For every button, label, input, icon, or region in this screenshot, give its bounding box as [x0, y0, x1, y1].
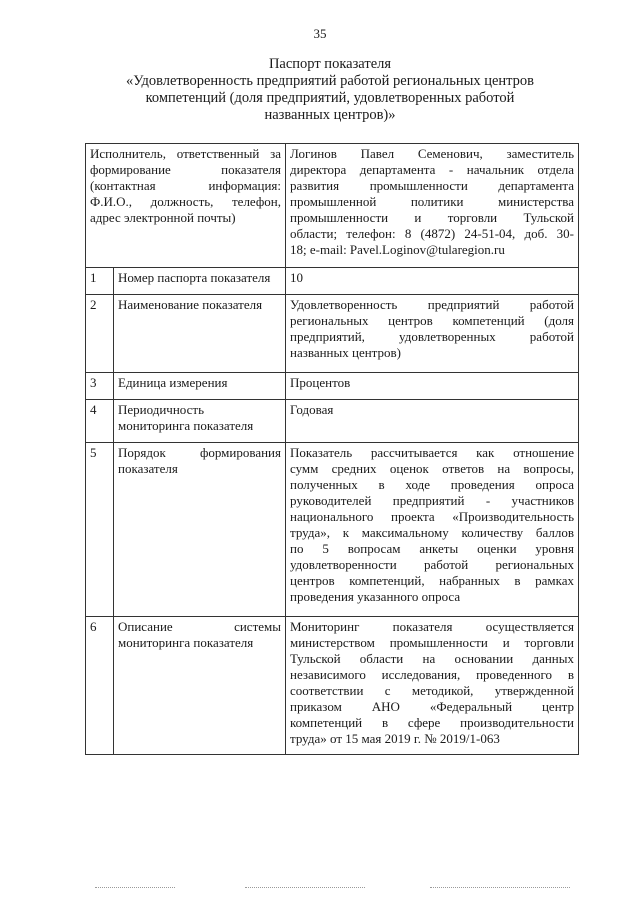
row-value-line: независимого исследования, проведенного в — [290, 667, 574, 682]
title-line: «Удовлетворенность предприятий работой региональных центров — [125, 73, 535, 89]
passport-table — [85, 143, 579, 755]
row-number: 4 — [86, 400, 114, 443]
row-value-line: Показатель рассчитывается как отношение — [290, 445, 574, 460]
row-value-line: полученных в ходе проведения опроса — [290, 477, 574, 492]
row-value-line: соответствии с методикой, утвержденной — [290, 683, 574, 698]
row-label-line: Номер паспорта показателя — [118, 270, 271, 285]
title-line: Паспорт показателя — [268, 56, 392, 72]
scan-artifact — [245, 887, 365, 888]
row-label — [114, 443, 286, 617]
executor-label-cell — [86, 144, 286, 268]
table-row — [86, 400, 579, 443]
row-label — [114, 373, 286, 400]
row-value-line: труда», к максимальному количеству баллов — [290, 525, 574, 540]
executor-value-line: директора департамента - начальник отдела — [290, 162, 574, 177]
executor-value-line: промышленной политики министерства — [290, 194, 574, 209]
document-title — [95, 56, 565, 124]
row-label-line: Единица измерения — [118, 375, 228, 390]
row-value-line: министерством промышленности и торговли — [290, 635, 574, 650]
table-row — [86, 373, 579, 400]
row-value-line: компетенций в сфере производительности — [290, 715, 574, 730]
row-label — [114, 617, 286, 755]
row-label-line: показателя — [118, 461, 178, 476]
row-number: 1 — [86, 268, 114, 295]
table-row — [86, 617, 579, 755]
row-value — [286, 373, 579, 400]
row-value-line: центров компетенций, набранных в рамках — [290, 573, 574, 588]
table-row-executor — [86, 144, 579, 268]
executor-value-line: 18; e-mail: Pavel.Loginov@tularegion.ru — [290, 242, 505, 257]
row-label-line: мониторинга показателя — [118, 418, 254, 433]
row-value-line: региональных центров компетенций (доля — [290, 313, 574, 328]
row-label-line: Наименование показателя — [118, 297, 263, 312]
row-value-line: удовлетворенности работой региональных — [290, 557, 574, 572]
row-value — [286, 268, 579, 295]
executor-label-line: Ф.И.О., должность, телефон, — [90, 194, 281, 209]
executor-value-line: области; телефон: 8 (4872) 24-51-04, доб. 30- — [290, 226, 574, 241]
row-value-line: руководителей предприятий - участников — [290, 493, 574, 508]
executor-value-line: Логинов Павел Семенович, заместитель — [290, 146, 574, 161]
page-number: 35 — [313, 26, 327, 41]
row-value — [286, 443, 579, 617]
row-number: 6 — [86, 617, 114, 755]
row-number: 5 — [86, 443, 114, 617]
executor-label-line: Исполнитель, ответственный за — [90, 146, 281, 161]
title-line: названных центров)» — [264, 107, 396, 123]
row-label-line: Порядок формирования — [118, 445, 281, 460]
row-value-line: 10 — [290, 270, 303, 285]
row-value-line: Мониторинг показателя осуществляется — [290, 619, 574, 634]
executor-value-line: развития промышленности департамента — [290, 178, 574, 193]
executor-value-line: промышленности и торговли Тульской — [290, 210, 574, 225]
row-value-line: Годовая — [290, 402, 334, 417]
row-value — [286, 400, 579, 443]
scan-artifact — [430, 887, 570, 888]
table-row — [86, 443, 579, 617]
table-row — [86, 268, 579, 295]
row-value-line: приказом АНО «Федеральный центр — [290, 699, 574, 714]
row-label — [114, 400, 286, 443]
row-value-line: национального проекта «Производительность — [290, 509, 574, 524]
row-value-line: Удовлетворенность предприятий работой — [290, 297, 574, 312]
row-value-line: труда» от 15 мая 2019 г. № 2019/1-063 — [290, 731, 500, 746]
row-label-line: мониторинга показателя — [118, 635, 254, 650]
executor-label-line: формирование показателя — [90, 162, 281, 177]
row-value-line: Процентов — [290, 375, 351, 390]
executor-label-line: (контактная информация: — [90, 178, 281, 193]
row-value — [286, 617, 579, 755]
title-line: компетенций (доля предприятий, удовлетворенных работой — [145, 90, 515, 106]
row-label-line: Описание системы — [118, 619, 281, 634]
row-label — [114, 295, 286, 373]
row-value-line: по 5 вопросам анкеты оценки уровня — [290, 541, 574, 556]
executor-label-line: адрес электронной почты) — [90, 210, 236, 225]
scan-artifact — [95, 887, 175, 888]
row-value — [286, 295, 579, 373]
row-number: 2 — [86, 295, 114, 373]
row-value-line: Тульской области на основании данных — [290, 651, 574, 666]
table-row — [86, 295, 579, 373]
row-value-line: сумм средних оценок ответов на вопросы, — [290, 461, 574, 476]
row-value-line: проведения указанного опроса — [290, 589, 461, 604]
row-value-line: предприятий, удовлетворенных работой — [290, 329, 574, 344]
row-label-line: Периодичность — [118, 402, 205, 417]
row-label — [114, 268, 286, 295]
executor-value-cell — [286, 144, 579, 268]
row-value-line: названных центров) — [290, 345, 401, 360]
row-number: 3 — [86, 373, 114, 400]
